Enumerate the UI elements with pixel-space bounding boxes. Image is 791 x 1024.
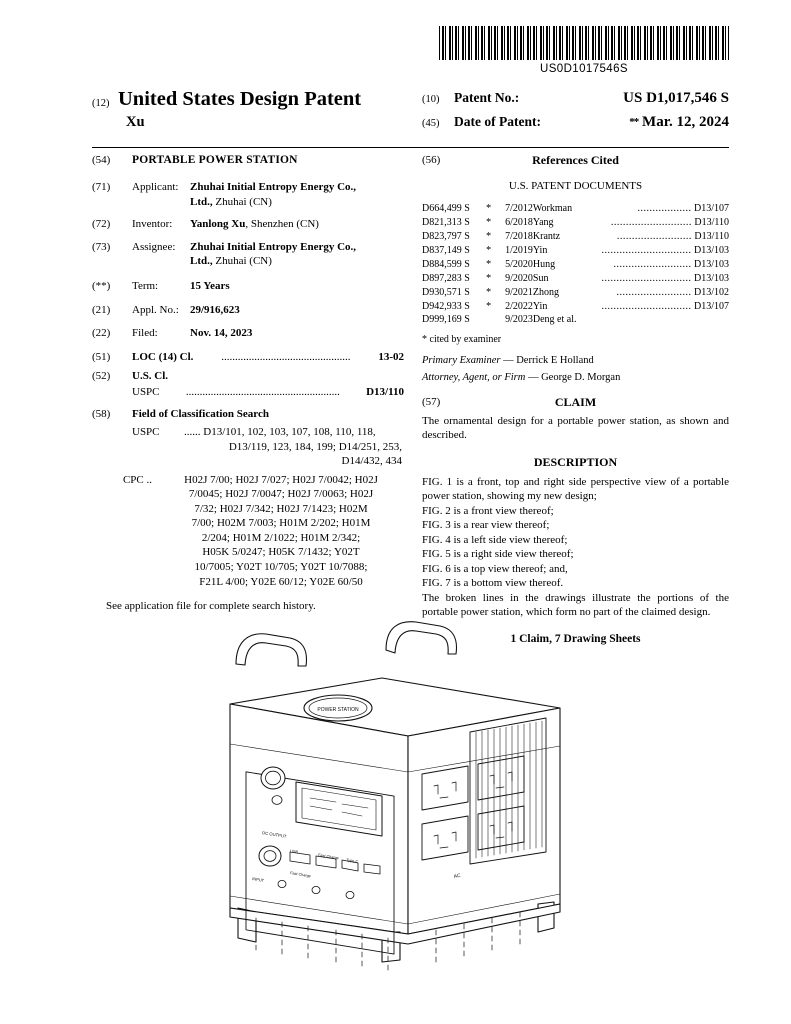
description-body <box>422 475 729 620</box>
inventor-name: Yanlong Xu <box>190 218 246 231</box>
attorney-dash: — <box>525 372 542 384</box>
cpc-block <box>92 473 404 589</box>
ref-star <box>484 313 493 327</box>
table-row <box>422 229 729 243</box>
table-row <box>422 313 729 327</box>
right-column <box>422 153 729 647</box>
uspc-value: D13/110 <box>366 386 404 399</box>
table-row <box>422 271 729 285</box>
field-classification-search <box>92 407 404 422</box>
table-row <box>422 257 729 271</box>
usb-label: USB <box>289 849 298 855</box>
cited-by-examiner-note: * cited by examiner <box>422 334 502 346</box>
code-21: (21) <box>92 304 111 317</box>
ref-date: 6/2018 <box>505 216 533 228</box>
field-applicant <box>92 180 404 209</box>
ref-star: * <box>486 230 492 242</box>
attorney-line <box>422 371 729 385</box>
date-value-text: Mar. 12, 2024 <box>642 114 729 130</box>
ref-star: * <box>486 258 492 270</box>
ref-name: Yang <box>532 216 554 228</box>
power-dial <box>261 767 285 789</box>
loc-value: 13-02 <box>378 351 404 364</box>
ref-class: D13/107 <box>694 202 729 214</box>
ref-dots: .............................. <box>601 244 692 256</box>
code-22: (22) <box>92 326 111 339</box>
barcode-block <box>439 26 729 75</box>
fcs-uspc-block <box>92 425 404 469</box>
patent-number-label: Patent No.: <box>454 90 520 105</box>
field-loc-class <box>92 350 404 365</box>
ref-name: Hung <box>532 258 556 270</box>
fcs-uspc-line-1: ...... D13/101, 102, 103, 107, 108, 110, 118, <box>184 426 376 439</box>
table-row <box>422 215 729 229</box>
primary-examiner-value: Derrick E Holland <box>516 355 594 367</box>
assignee-name-line2: Ltd., <box>190 255 213 268</box>
code-54: (54) <box>92 154 111 166</box>
ref-name: Krantz <box>532 230 561 242</box>
ref-date: 5/2020 <box>505 258 533 270</box>
fcs-uspc-label: USPC <box>132 426 160 439</box>
handle-left <box>236 634 306 666</box>
applicant-value <box>190 180 404 209</box>
loc-label: LOC (14) Cl. <box>132 351 194 364</box>
ref-name: Yin <box>532 244 548 256</box>
uspc-row <box>92 385 404 400</box>
ref-dots: .............................. <box>601 272 692 284</box>
ref-star: * <box>486 244 492 256</box>
assignee-city: Zhuhai (CN) <box>215 255 272 268</box>
ref-patent: D837,149 S <box>422 244 470 256</box>
claim-text: The ornamental design for a portable power station, as shown and described. <box>422 414 729 442</box>
ref-patent: D821,313 S <box>422 216 470 228</box>
inventor-value <box>190 217 404 232</box>
primary-examiner-dash: — <box>500 355 517 367</box>
figure-1-drawing <box>0 612 791 1012</box>
ref-class: D13/103 <box>694 244 729 256</box>
code-58: (58) <box>92 407 111 420</box>
small-button-upper <box>272 796 282 805</box>
description-line-2: FIG. 3 is a rear view thereof; <box>422 519 550 532</box>
ref-name: Workman <box>532 202 573 214</box>
claim-block <box>422 395 729 411</box>
references-cited-title: References Cited <box>532 153 619 167</box>
primary-examiner-line <box>422 354 729 368</box>
cpc-line-7: F21L 4/00; Y02E 60/12; Y02E 60/50 <box>199 575 363 588</box>
attorney-label: Attorney, Agent, or Firm <box>422 372 526 384</box>
assignee-name-line1: Zhuhai Initial Entropy Energy Co., <box>190 240 357 253</box>
field-title <box>92 153 404 168</box>
ref-dots: .................. <box>637 202 692 214</box>
term-value: 15 Years <box>190 279 230 292</box>
cpc-line-2: 7/32; H02J 7/342; H02J 7/1423; H02M <box>194 502 368 515</box>
ref-class: D13/102 <box>694 286 729 298</box>
handle-right <box>386 622 456 654</box>
input-label: INPUT <box>251 876 264 883</box>
description-line-4: FIG. 5 is a right side view thereof; <box>422 548 574 561</box>
inventor-label: Inventor: <box>132 218 173 231</box>
page-title: United States Design Patent <box>118 88 362 110</box>
ref-dots: ......................... <box>616 230 692 242</box>
fcs-uspc-line-2: D13/119, 123, 184, 199; D14/251, 253, <box>228 440 402 453</box>
dc-port-dial <box>259 846 281 866</box>
ref-date: 9/2023 <box>505 314 533 326</box>
ref-date: 7/2012 <box>505 202 533 214</box>
date-of-patent-value <box>584 114 729 131</box>
ref-star: * <box>486 216 492 228</box>
ref-class: D13/103 <box>694 258 729 270</box>
term-label: Term: <box>132 279 159 292</box>
ref-dots: .............................. <box>601 300 692 312</box>
field-filed <box>92 326 404 341</box>
code-51: (51) <box>92 351 111 364</box>
term-disclaimer-stars: ** <box>629 116 639 128</box>
applicant-name-line2: Ltd., <box>190 195 213 208</box>
cpc-label: CPC .. <box>122 473 152 486</box>
primary-examiner-label: Primary Examiner <box>422 355 501 367</box>
patent-header <box>92 88 729 146</box>
claims-sheets-note: 1 Claim, 7 Drawing Sheets <box>510 632 641 645</box>
barcode-number: US0D1017546S <box>540 63 628 75</box>
description-line-3: FIG. 4 is a left side view thereof; <box>422 533 568 546</box>
attorney-value: George D. Morgan <box>541 372 621 384</box>
inventor-city: , Shenzhen (CN) <box>245 218 319 231</box>
ref-dots: .......................... <box>613 258 692 270</box>
cpc-line-0: H02J 7/00; H02J 7/027; H02J 7/0042; H02J <box>184 473 378 486</box>
ref-patent: D884,599 S <box>422 258 470 270</box>
ref-date: 9/2020 <box>505 272 533 284</box>
ref-class: D13/107 <box>694 300 729 312</box>
description-title: DESCRIPTION <box>533 454 618 469</box>
fcs-uspc-line-3: D14/432, 434 <box>341 455 402 468</box>
ref-patent: D664,499 S <box>422 202 470 214</box>
field-appl-no <box>92 303 404 318</box>
loc-dots: ............................................... <box>221 351 351 364</box>
filed-label: Filed: <box>132 326 158 339</box>
ref-star: * <box>486 286 492 298</box>
applicant-city: Zhuhai (CN) <box>215 195 272 208</box>
description-line-0: FIG. 1 is a front, top and right side perspective view of a portable power station, showing my new design; <box>422 475 729 503</box>
type-c-label: Type-C <box>345 858 359 864</box>
ac-label: AC <box>452 872 461 880</box>
fast-charge-sub-label: Fast Charge <box>289 871 311 879</box>
portable-power-station-figure <box>186 612 606 997</box>
ref-patent: D930,571 S <box>422 286 470 298</box>
invention-title: PORTABLE POWER STATION <box>132 154 298 166</box>
table-row <box>422 243 729 257</box>
code-71: (71) <box>92 181 111 194</box>
ref-dots: ........................... <box>610 216 692 228</box>
references-cited-block <box>422 153 729 169</box>
cpc-line-3: 7/00; H02M 7/003; H01M 2/202; H01M <box>191 517 371 530</box>
code-56: (56) <box>422 154 441 166</box>
ref-name: Sun <box>532 272 549 284</box>
code-57: (57) <box>422 395 441 408</box>
code-10: (10) <box>422 94 440 105</box>
code-45: (45) <box>422 118 440 129</box>
cpc-line-1: 7/0045; H02J 7/0047; H02J 7/0063; H02J <box>188 488 374 501</box>
ref-star: * <box>486 300 492 312</box>
us-cl-label: U.S. Cl. <box>132 369 169 382</box>
claim-title: CLAIM <box>554 394 597 409</box>
bibliographic-columns <box>92 153 729 645</box>
ref-patent: D999,169 S <box>422 314 470 326</box>
description-line-6: FIG. 7 is a bottom view thereof. <box>422 577 564 590</box>
description-line-5: FIG. 6 is a top view thereof; and, <box>422 562 568 575</box>
assignee-value <box>190 240 404 269</box>
ref-date: 2/2022 <box>505 300 533 312</box>
inventor-surname: Xu <box>126 114 145 130</box>
field-inventor <box>92 217 404 232</box>
us-patent-documents-title: U.S. PATENT DOCUMENTS <box>508 179 643 192</box>
ref-star: * <box>486 272 492 284</box>
uspc-label: USPC <box>132 386 160 399</box>
ref-name: Yin <box>532 300 548 312</box>
applicant-name-line1: Zhuhai Initial Entropy Energy Co., <box>190 181 357 194</box>
header-right <box>422 90 729 138</box>
ref-patent: D823,797 S <box>422 230 470 242</box>
fcs-label: Field of Classification Search <box>132 407 269 420</box>
appl-no-label: Appl. No.: <box>132 304 179 317</box>
field-assignee <box>92 240 404 269</box>
cpc-lines <box>158 473 404 589</box>
field-term <box>92 279 404 294</box>
ref-date: 1/2019 <box>505 244 533 256</box>
references-table <box>422 201 729 327</box>
date-of-patent-label: Date of Patent: <box>454 114 541 129</box>
see-application-note: See application file for complete search history. <box>106 600 316 613</box>
ref-class: D13/110 <box>694 216 729 228</box>
code-12: (12) <box>92 98 110 109</box>
field-us-cl <box>92 369 404 384</box>
header-divider <box>92 147 729 148</box>
patent-number-value: US D1,017,546 S <box>623 90 729 106</box>
filed-value: Nov. 14, 2023 <box>190 326 253 339</box>
ref-class: D13/103 <box>694 272 729 284</box>
description-line-7: The broken lines in the drawings illustrate the portions of the portable power station, which form no part of the claimed design. <box>422 591 729 619</box>
ref-dots: ......................... <box>616 286 692 298</box>
ref-date: 9/2021 <box>505 286 533 298</box>
cpc-line-4: 2/204; H01M 2/1022; H01M 2/342; <box>201 531 361 544</box>
date-of-patent-row <box>422 114 729 131</box>
table-row <box>422 285 729 299</box>
table-row <box>422 299 729 313</box>
ref-patent: D897,283 S <box>422 272 470 284</box>
code-73: (73) <box>92 240 111 253</box>
left-column <box>92 153 404 614</box>
patent-number-row <box>422 90 729 107</box>
ref-date: 7/2018 <box>505 230 533 242</box>
dc-output-label: DC OUTPUT <box>261 830 287 839</box>
uspc-dots: ........................................................ <box>185 386 340 399</box>
table-row <box>422 201 729 215</box>
fast-charge-label: Fast Charge <box>317 853 339 861</box>
cpc-line-5: H05K 5/0247; H05K 7/1432; Y02T <box>202 546 360 559</box>
code-term: (**) <box>92 279 111 292</box>
ref-star: * <box>486 202 492 214</box>
appl-no-value: 29/916,623 <box>190 304 240 317</box>
ref-class: D13/110 <box>694 230 729 242</box>
barcode-image <box>439 26 729 60</box>
ref-name: Deng et al. <box>532 314 577 326</box>
assignee-label: Assignee: <box>132 240 176 253</box>
applicant-label: Applicant: <box>132 181 179 194</box>
ref-name: Zhong <box>532 286 559 298</box>
cpc-line-6: 10/7005; Y02T 10/705; Y02T 10/7088; <box>194 561 368 573</box>
ref-patent: D942,933 S <box>422 300 470 312</box>
code-52: (52) <box>92 369 111 382</box>
description-line-1: FIG. 2 is a front view thereof; <box>422 504 554 517</box>
top-label-text: POWER STATION <box>316 707 359 713</box>
code-72: (72) <box>92 218 111 231</box>
